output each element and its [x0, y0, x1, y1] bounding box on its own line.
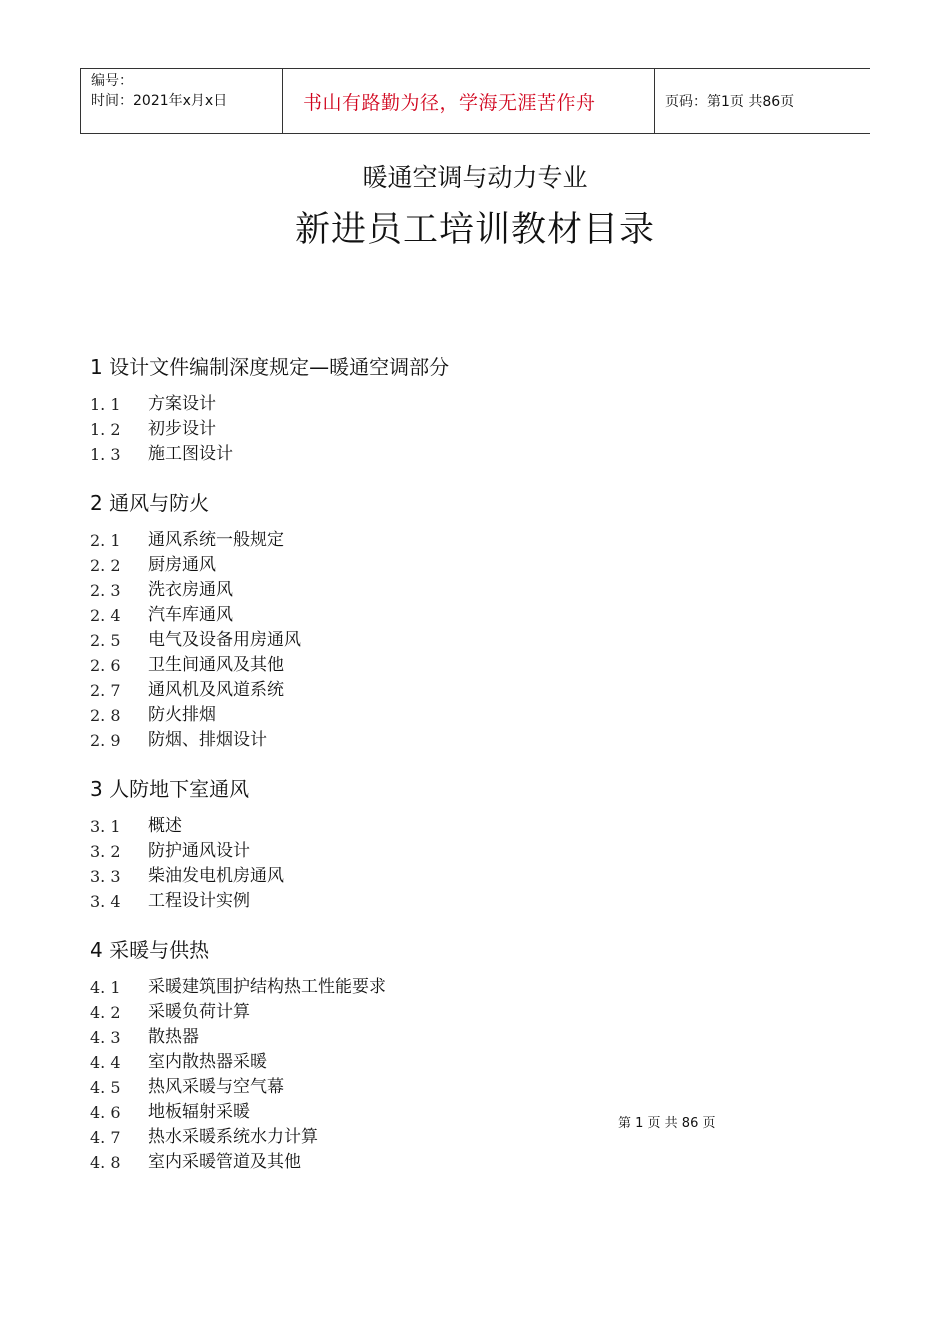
toc-item [90, 1075, 790, 1100]
toc-item-text: 柴油发电机房通风 [148, 866, 284, 886]
toc-item-text: 室内散热器采暖 [148, 1052, 267, 1072]
toc-item [90, 653, 790, 678]
toc-item [90, 603, 790, 628]
toc-item-number: 2. 5 [90, 631, 121, 650]
toc-section-title: 1 设计文件编制深度规定—暖通空调部分 [90, 355, 450, 379]
toc-item-text: 工程设计实例 [148, 891, 250, 911]
toc-item-text: 热风采暖与空气幕 [148, 1077, 284, 1097]
toc-item [90, 442, 790, 467]
toc-item-number: 1. 1 [90, 395, 121, 414]
toc-item-number: 2. 8 [90, 706, 121, 725]
toc-item-number: 3. 2 [90, 842, 121, 861]
toc-item-number: 2. 7 [90, 681, 121, 700]
toc-item [90, 839, 790, 864]
toc-item-number: 2. 1 [90, 531, 121, 550]
toc-item [90, 1150, 790, 1175]
toc-item [90, 678, 790, 703]
motto-cell [283, 69, 655, 133]
toc-item [90, 392, 790, 417]
toc-item [90, 528, 790, 553]
toc-section-title: 2 通风与防火 [90, 491, 210, 515]
toc-item-number: 4. 4 [90, 1053, 121, 1072]
toc-item-text: 热水采暖系统水力计算 [148, 1127, 318, 1147]
toc-item-text: 厨房通风 [148, 555, 216, 575]
header-meta-cell [81, 69, 283, 133]
toc-item-text: 室内采暖管道及其他 [148, 1152, 301, 1172]
toc-item-text: 方案设计 [148, 394, 216, 414]
toc-item-number: 2. 9 [90, 731, 121, 750]
toc-item [90, 578, 790, 603]
toc-item [90, 864, 790, 889]
toc-item-text: 防烟、排烟设计 [148, 730, 267, 750]
toc-item-number: 4. 1 [90, 978, 121, 997]
toc-item [90, 889, 790, 914]
toc-item-text: 概述 [148, 816, 182, 836]
toc-item-number: 3. 4 [90, 892, 121, 911]
toc-item [90, 703, 790, 728]
toc-item [90, 628, 790, 653]
toc-item-text: 通风系统一般规定 [148, 530, 284, 550]
toc-item-text: 电气及设备用房通风 [148, 630, 301, 650]
toc-item [90, 975, 790, 1000]
motto-text: 书山有路勤为径，学海无涯苦作舟 [303, 91, 596, 114]
toc-item [90, 417, 790, 442]
table-of-contents [90, 352, 790, 1196]
number-label: 编号： [91, 73, 133, 89]
toc-section-title: 3 人防地下室通风 [90, 777, 250, 801]
toc-item-number: 2. 4 [90, 606, 121, 625]
toc-item-text: 防护通风设计 [148, 841, 250, 861]
toc-item [90, 553, 790, 578]
toc-item [90, 728, 790, 753]
page-footer: 第 1 页 共 86 页 [618, 1116, 716, 1131]
toc-item-text: 采暖建筑围护结构热工性能要求 [148, 977, 386, 997]
toc-item [90, 814, 790, 839]
toc-item-number: 2. 3 [90, 581, 121, 600]
toc-section [90, 488, 790, 753]
toc-item-text: 施工图设计 [148, 444, 233, 464]
toc-item-number: 3. 3 [90, 867, 121, 886]
toc-item-text: 防火排烟 [148, 705, 216, 725]
toc-item-number: 2. 2 [90, 556, 121, 575]
toc-section [90, 774, 790, 914]
toc-item-text: 卫生间通风及其他 [148, 655, 284, 675]
toc-item-text: 洗衣房通风 [148, 580, 233, 600]
toc-item-text: 通风机及风道系统 [148, 680, 284, 700]
toc-item-text: 地板辐射采暖 [148, 1102, 250, 1122]
toc-item-text: 初步设计 [148, 419, 216, 439]
toc-section [90, 935, 790, 1175]
time-label: 时间：2021年x月x日 [91, 93, 228, 109]
toc-item [90, 1000, 790, 1025]
toc-item-number: 1. 2 [90, 420, 121, 439]
toc-section-title: 4 采暖与供热 [90, 938, 210, 962]
document-title: 新进员工培训教材目录 [294, 210, 655, 250]
toc-item [90, 1025, 790, 1050]
toc-item-number: 4. 7 [90, 1128, 121, 1147]
document-subtitle: 暖通空调与动力专业 [362, 163, 588, 192]
toc-item-number: 4. 3 [90, 1028, 121, 1047]
toc-item-text: 散热器 [148, 1027, 199, 1047]
page-info-cell [655, 69, 870, 133]
toc-item-number: 4. 2 [90, 1003, 121, 1022]
toc-item-number: 2. 6 [90, 656, 121, 675]
toc-section [90, 352, 790, 467]
toc-item-number: 4. 6 [90, 1103, 121, 1122]
toc-item [90, 1050, 790, 1075]
toc-item-text: 汽车库通风 [148, 605, 233, 625]
document-header [80, 68, 870, 134]
toc-item-number: 4. 8 [90, 1153, 121, 1172]
toc-item-number: 3. 1 [90, 817, 121, 836]
toc-item-number: 4. 5 [90, 1078, 121, 1097]
toc-item-text: 采暖负荷计算 [148, 1002, 250, 1022]
toc-item-number: 1. 3 [90, 445, 121, 464]
page-info-text: 页码：第1页 共86页 [665, 94, 795, 110]
